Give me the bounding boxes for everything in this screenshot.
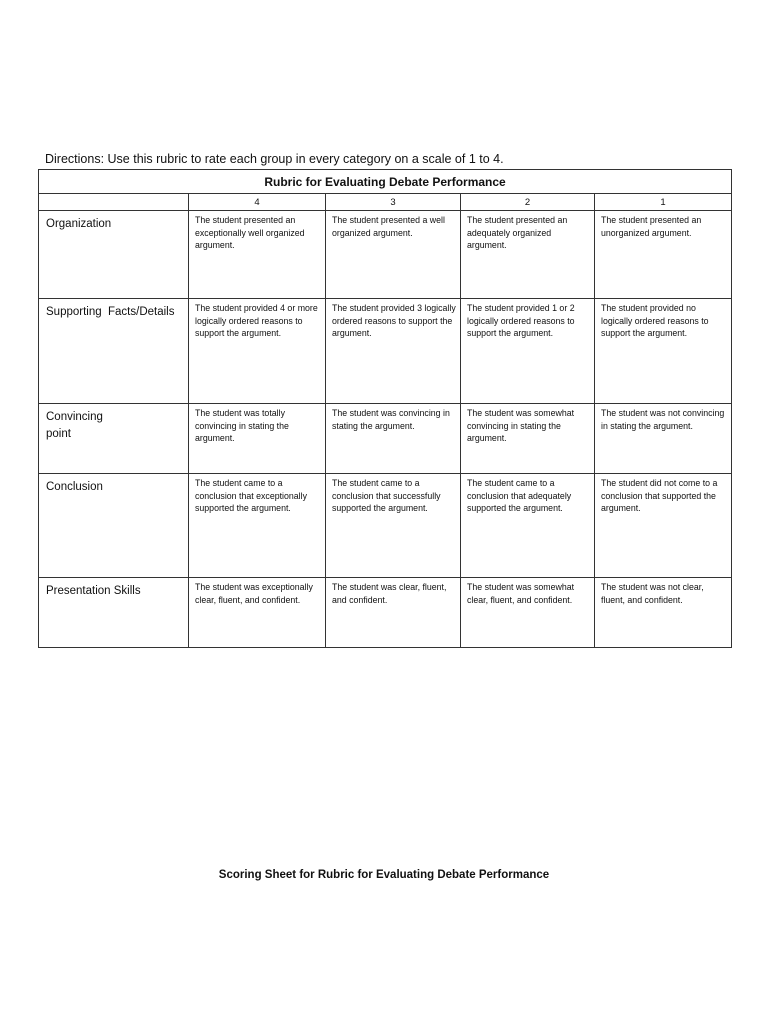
score-header-3: 3 xyxy=(326,194,461,211)
scoring-sheet-title: Scoring Sheet for Rubric for Evaluating Debate Performance xyxy=(218,869,550,881)
rubric-title: Rubric for Evaluating Debate Performance xyxy=(39,170,732,194)
category-presentation-skills: Presentation Skills xyxy=(39,578,189,648)
criterion-cell: The student came to a conclusion that successfully supported the argument. xyxy=(326,474,461,578)
criterion-cell: The student was convincing in stating the argument. xyxy=(326,404,461,474)
rubric-row-supporting-facts xyxy=(39,299,732,404)
criterion-cell: The student was somewhat clear, fluent, and confident. xyxy=(461,578,595,648)
criterion-cell: The student provided no logically ordered reasons to support the argument. xyxy=(595,299,732,404)
criterion-cell: The student presented a well organized argument. xyxy=(326,211,461,299)
rubric-row-conclusion xyxy=(39,474,732,578)
criterion-cell: The student was somewhat convincing in stating the argument. xyxy=(461,404,595,474)
rubric-title-row xyxy=(39,170,732,194)
criterion-cell: The student came to a conclusion that adequately supported the argument. xyxy=(461,474,595,578)
rubric-row-presentation-skills xyxy=(39,578,732,648)
criterion-cell: The student was clear, fluent, and confident. xyxy=(326,578,461,648)
criterion-cell: The student was totally convincing in stating the argument. xyxy=(189,404,326,474)
header-blank-cell xyxy=(39,194,189,211)
rubric-row-convincing-point xyxy=(39,404,732,474)
category-supporting-facts: Supporting Facts/Details xyxy=(39,299,189,404)
criterion-cell: The student was not clear, fluent, and confident. xyxy=(595,578,732,648)
criterion-cell: The student provided 1 or 2 logically ordered reasons to support the argument. xyxy=(461,299,595,404)
criterion-cell: The student did not come to a conclusion that supported the argument. xyxy=(595,474,732,578)
category-convincing-point: Convincing point xyxy=(39,404,189,474)
directions-text: Directions: Use this rubric to rate each group in every category on a scale of 1 to 4. xyxy=(45,152,504,166)
category-conclusion: Conclusion xyxy=(39,474,189,578)
criterion-cell: The student was exceptionally clear, fluent, and confident. xyxy=(189,578,326,648)
criterion-cell: The student presented an adequately organized argument. xyxy=(461,211,595,299)
criterion-cell: The student came to a conclusion that exceptionally supported the argument. xyxy=(189,474,326,578)
category-organization: Organization xyxy=(39,211,189,299)
score-header-4: 4 xyxy=(189,194,326,211)
rubric-table xyxy=(38,169,732,648)
score-header-1: 1 xyxy=(595,194,732,211)
criterion-cell: The student presented an exceptionally well organized argument. xyxy=(189,211,326,299)
criterion-cell: The student provided 3 logically ordered reasons to support the argument. xyxy=(326,299,461,404)
score-header-2: 2 xyxy=(461,194,595,211)
criterion-cell: The student presented an unorganized argument. xyxy=(595,211,732,299)
criterion-cell: The student provided 4 or more logically ordered reasons to support the argument. xyxy=(189,299,326,404)
criterion-cell: The student was not convincing in stating the argument. xyxy=(595,404,732,474)
score-header-row xyxy=(39,194,732,211)
rubric-row-organization xyxy=(39,211,732,299)
